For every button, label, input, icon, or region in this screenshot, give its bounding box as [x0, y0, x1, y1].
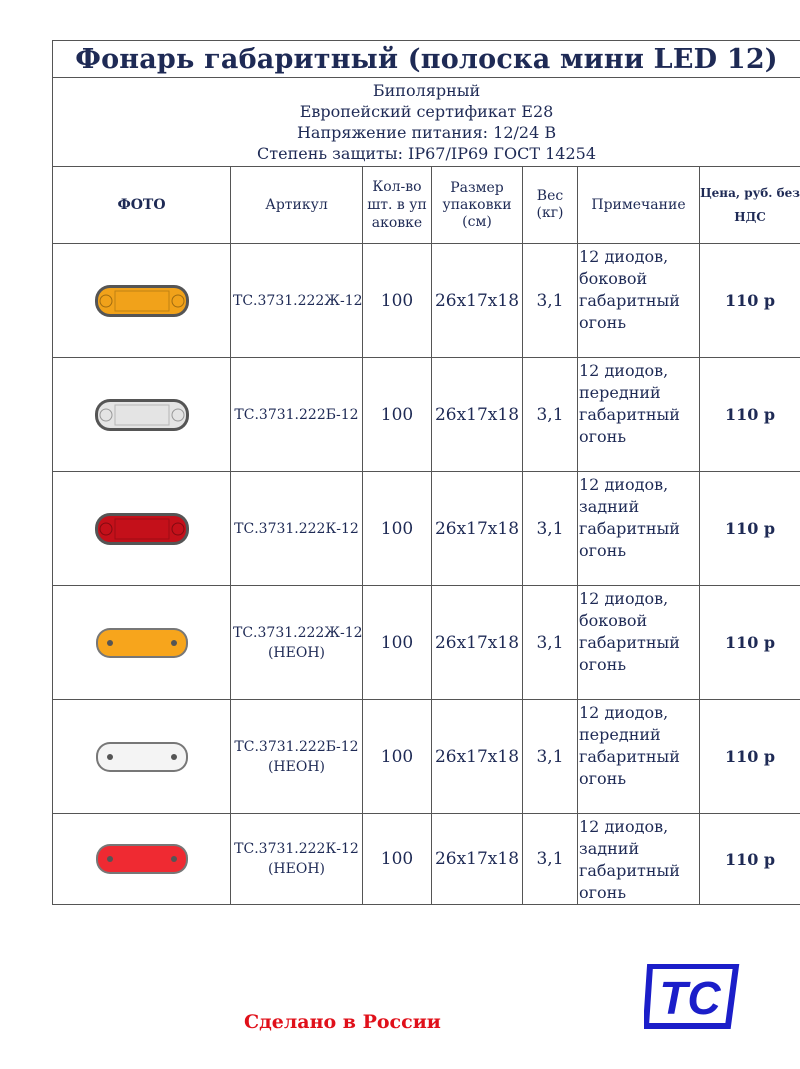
size-cell: 26x17x18 [432, 586, 523, 700]
table-row [53, 700, 800, 814]
size-cell: 26x17x18 [432, 700, 523, 814]
photo-cell [53, 586, 231, 700]
logo-text: TC [659, 972, 721, 1024]
article-cell: ТС.3731.222К-12 [231, 472, 363, 586]
note-cell: 12 диодов, боковой габаритный огонь [578, 586, 700, 700]
article-cell: ТС.3731.222Ж-12 [231, 244, 363, 358]
qty-cell: 100 [363, 586, 432, 700]
header-weight: Вес (кг) [523, 167, 578, 244]
photo-cell [53, 244, 231, 358]
weight-cell: 3,1 [523, 700, 578, 814]
white-led-lamp-icon [93, 397, 191, 433]
amber-neon-lamp-icon [94, 626, 190, 660]
price-cell: 110 р [700, 700, 800, 814]
qty-cell: 100 [363, 700, 432, 814]
made-in-russia: Сделано в России [244, 1011, 441, 1033]
header-note: Примечание [578, 167, 700, 244]
tc-logo [644, 964, 740, 1030]
photo-cell [53, 358, 231, 472]
qty-cell: 100 [363, 472, 432, 586]
page-title: Фонарь габаритный (полоска мини LED 12) [53, 41, 800, 78]
table-row [53, 814, 800, 905]
note-cell: 12 диодов, задний габаритный огонь [578, 472, 700, 586]
table-row [53, 586, 800, 700]
photo-cell [53, 814, 231, 905]
header-size: Размер упаковки (см) [432, 167, 523, 244]
header-photo: ФОТО [53, 167, 231, 244]
price-table [52, 40, 800, 905]
table-row [53, 244, 800, 358]
article-cell: ТС.3731.222Б-12 (НЕОН) [231, 700, 363, 814]
weight-cell: 3,1 [523, 472, 578, 586]
spec-line: Европейский сертификат Е28 [299, 102, 554, 121]
table-row [53, 358, 800, 472]
weight-cell: 3,1 [523, 814, 578, 905]
table-row [53, 472, 800, 586]
header-qty: Кол-во шт. в упаковке [363, 167, 432, 244]
price-cell: 110 р [700, 814, 800, 905]
price-cell: 110 р [700, 472, 800, 586]
qty-cell: 100 [363, 244, 432, 358]
qty-cell: 100 [363, 358, 432, 472]
note-cell: 12 диодов, боковой габаритный огонь [578, 244, 700, 358]
article-cell: ТС.3731.222Б-12 [231, 358, 363, 472]
photo-cell [53, 472, 231, 586]
header-article: Артикул [231, 167, 363, 244]
article-cell: ТС.3731.222Ж-12 (НЕОН) [231, 586, 363, 700]
note-cell: 12 диодов, передний габаритный огонь [578, 358, 700, 472]
photo-cell [53, 700, 231, 814]
note-cell: 12 диодов, задний габаритный огонь [578, 814, 700, 905]
table-header [53, 167, 800, 244]
size-cell: 26x17x18 [432, 358, 523, 472]
size-cell: 26x17x18 [432, 244, 523, 358]
article-cell: ТС.3731.222К-12 (НЕОН) [231, 814, 363, 905]
weight-cell: 3,1 [523, 586, 578, 700]
price-cell: 110 р [700, 586, 800, 700]
weight-cell: 3,1 [523, 358, 578, 472]
red-neon-lamp-icon [94, 842, 190, 876]
spec-block [53, 78, 800, 167]
note-cell: 12 диодов, передний габаритный огонь [578, 700, 700, 814]
amber-led-lamp-icon [93, 283, 191, 319]
price-cell: 110 р [700, 358, 800, 472]
price-cell: 110 р [700, 244, 800, 358]
weight-cell: 3,1 [523, 244, 578, 358]
spec-line: Биполярный [372, 81, 481, 100]
size-cell: 26x17x18 [432, 814, 523, 905]
header-price: Цена, руб. без НДС [700, 167, 800, 244]
red-led-lamp-icon [93, 511, 191, 547]
spec-line: Степень защиты: IP67/IP69 ГОСТ 14254 [257, 144, 597, 163]
qty-cell: 100 [363, 814, 432, 905]
size-cell: 26x17x18 [432, 472, 523, 586]
spec-line: Напряжение питания: 12/24 В [296, 123, 557, 142]
white-neon-lamp-icon [94, 740, 190, 774]
